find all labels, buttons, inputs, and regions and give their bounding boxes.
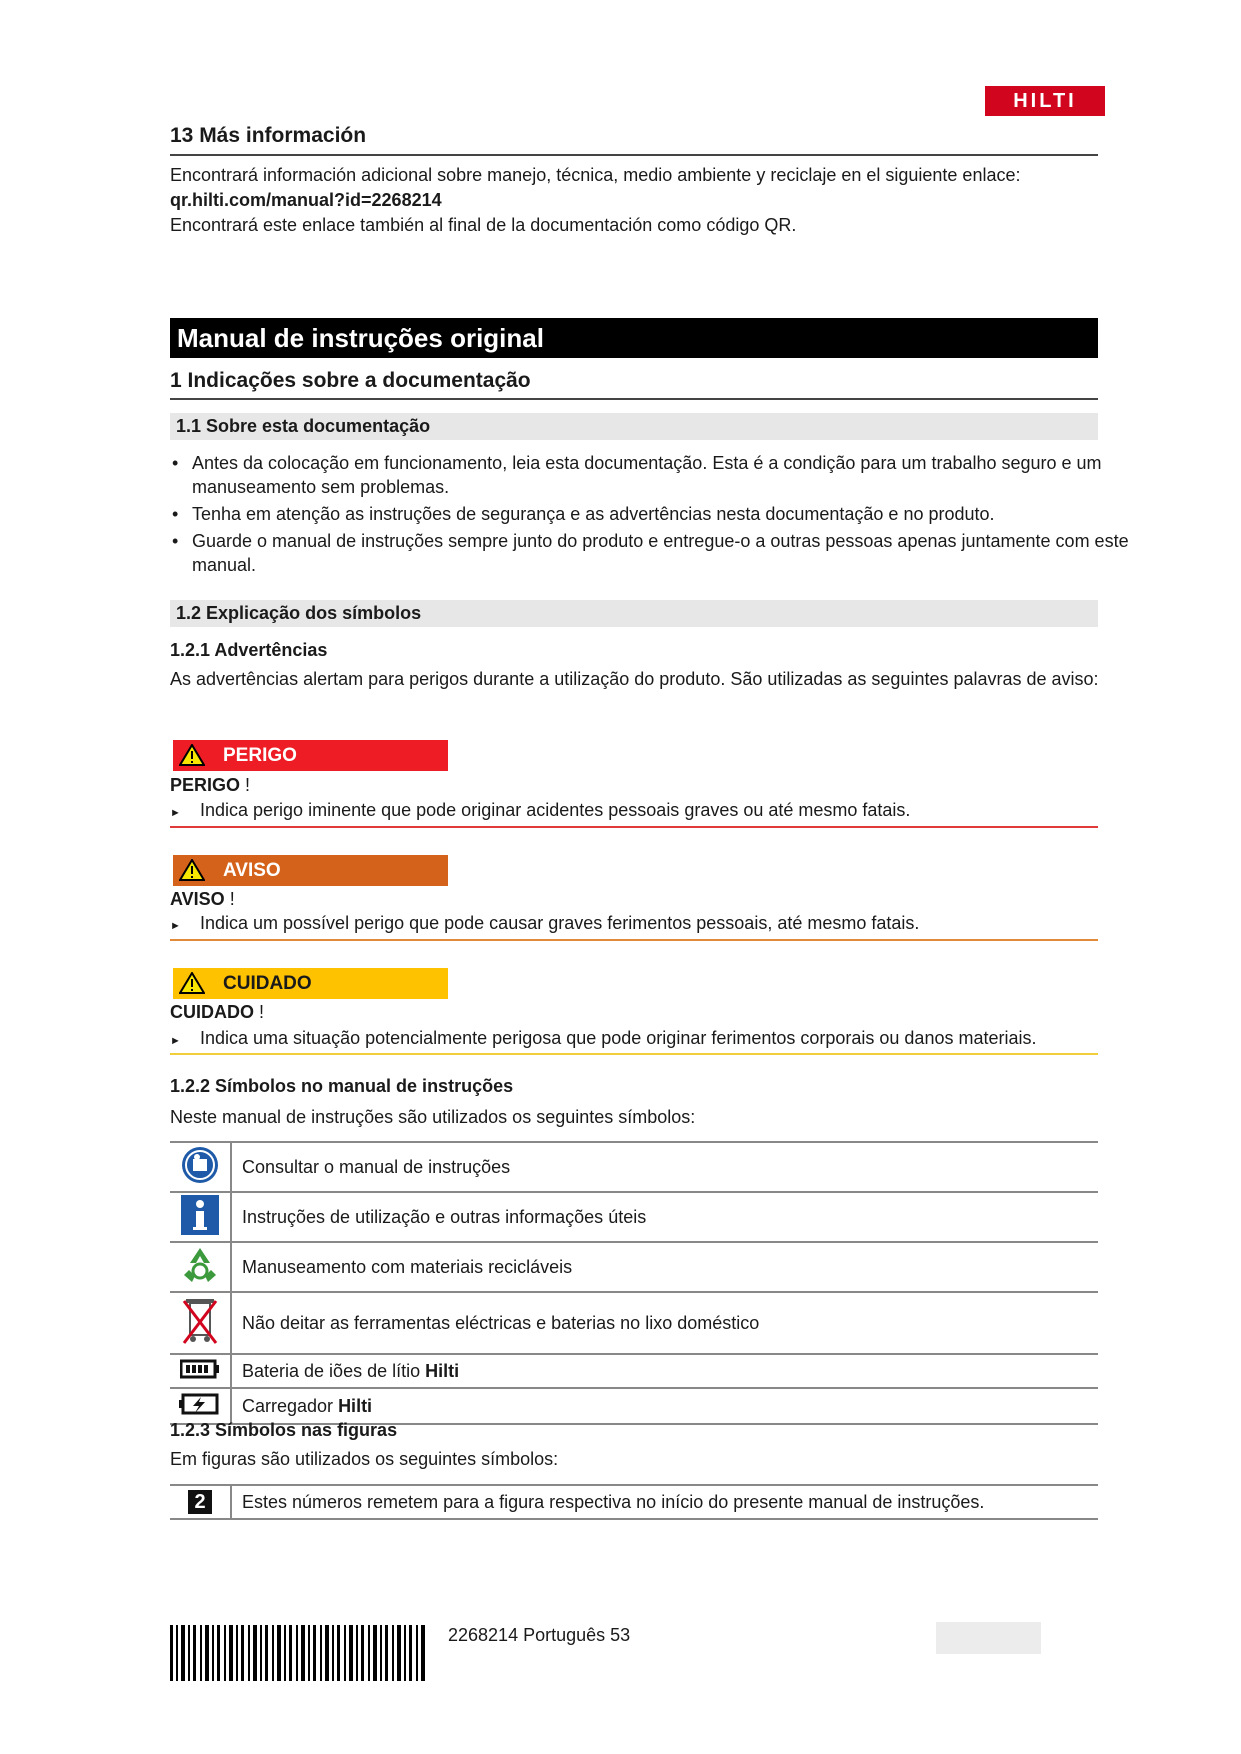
warning-triangle-icon (179, 859, 205, 881)
cuidado-label: CUIDADO (223, 973, 312, 994)
table-row (170, 1242, 1098, 1292)
barcode (170, 1625, 425, 1681)
symbols-intro: Neste manual de instruções são utilizados os seguintes símbolos: (170, 1107, 696, 1127)
perigo-title: PERIGO ! (170, 775, 251, 795)
footer-gray-box (936, 1622, 1041, 1654)
doc-bullet-list (170, 451, 1145, 580)
cuidado-label-box (173, 968, 448, 999)
divider (170, 398, 1098, 400)
figure-symbols-table (170, 1484, 1098, 1520)
aviso-line (170, 939, 1098, 941)
cuidado-text: ► Indica uma situação potencialmente perigosa que pode originar ferimentos corporais ou danos materiais. (170, 1028, 1037, 1048)
symbol-desc: Carregador Hilti (231, 1388, 1098, 1424)
section-1-1-heading: 1.1 Sobre esta documentação (170, 413, 1098, 440)
warnings-intro: As advertências alertam para perigos durante a utilização do produto. São utilizadas as seguintes palavras de aviso: (170, 669, 1099, 689)
number-2-icon: 2 (170, 1485, 231, 1519)
aviso-label: AVISO (223, 860, 281, 881)
recycle-icon (170, 1242, 231, 1292)
table-row (170, 1388, 1098, 1424)
list-item: • Guarde o manual de instruções sempre junto do produto e entregue-o a outras pessoas apenas juntamente com este manual. (170, 529, 1145, 577)
arrow-icon: ► (170, 1035, 181, 1047)
aviso-title: AVISO ! (170, 889, 235, 909)
list-item: • Antes da colocação em funcionamento, leia esta documentação. Esta é a condição para um trabalho seguro e um manuseamento sem problemas. (170, 451, 1145, 499)
qr-note: Encontrará este enlace también al final de la documentación como código QR. (170, 215, 797, 235)
symbols-table (170, 1141, 1098, 1425)
warning-triangle-icon (179, 972, 205, 994)
table-row (170, 1354, 1098, 1388)
figures-intro: Em figuras são utilizados os seguintes símbolos: (170, 1449, 559, 1469)
perigo-label-box (173, 740, 448, 771)
more-info-text: Encontrará información adicional sobre manejo, técnica, medio ambiente y reciclaje en el siguiente enlace: (170, 165, 1021, 185)
section-1-2-heading: 1.2 Explicação dos símbolos (170, 600, 1098, 627)
warning-triangle-icon (179, 744, 205, 766)
section-13-heading: 13 Más información (170, 124, 367, 147)
symbol-desc: Manuseamento com materiais recicláveis (231, 1242, 1098, 1292)
hilti-logo (985, 86, 1105, 116)
symbol-desc: Instruções de utilização e outras informações úteis (231, 1192, 1098, 1242)
cuidado-line (170, 1053, 1098, 1055)
info-icon (170, 1192, 231, 1242)
cuidado-title: CUIDADO ! (170, 1002, 265, 1022)
aviso-label-box (173, 855, 448, 886)
section-1-heading: 1 Indicações sobre a documentação (170, 369, 531, 392)
perigo-line (170, 826, 1098, 828)
manual-title: Manual de instruções original (170, 318, 1098, 358)
charger-icon (170, 1388, 231, 1424)
table-row (170, 1292, 1098, 1354)
symbol-desc: Estes números remetem para a figura respectiva no início do presente manual de instruções. (231, 1485, 1098, 1519)
page-footer: 2268214 Português 53 (448, 1625, 631, 1645)
table-row (170, 1192, 1098, 1242)
no-trash-icon (170, 1292, 231, 1354)
symbol-desc: Consultar o manual de instruções (231, 1142, 1098, 1192)
manual-link[interactable]: qr.hilti.com/manual?id=2268214 (170, 190, 442, 210)
table-row (170, 1485, 1098, 1519)
arrow-icon: ► (170, 920, 181, 932)
perigo-text: ► Indica perigo iminente que pode originar acidentes pessoais graves ou até mesmo fatais. (170, 800, 911, 820)
battery-icon (170, 1354, 231, 1388)
list-item: • Tenha em atenção as instruções de segurança e as advertências nesta documentação e no produto. (170, 502, 1145, 526)
arrow-icon: ► (170, 807, 181, 819)
logo-text: HILTI (1013, 89, 1077, 112)
section-1-2-1-heading: 1.2.1 Advertências (170, 640, 328, 660)
section-1-2-3-heading: 1.2.3 Símbolos nas figuras (170, 1420, 398, 1440)
manual-icon (170, 1142, 231, 1192)
symbol-desc: Não deitar as ferramentas eléctricas e baterias no lixo doméstico (231, 1292, 1098, 1354)
table-row (170, 1142, 1098, 1192)
perigo-label: PERIGO (223, 745, 297, 766)
symbol-desc: Bateria de iões de lítio Hilti (231, 1354, 1098, 1388)
aviso-text: ► Indica um possível perigo que pode causar graves ferimentos pessoais, até mesmo fatais. (170, 913, 920, 933)
section-1-2-2-heading: 1.2.2 Símbolos no manual de instruções (170, 1076, 514, 1096)
divider (170, 154, 1098, 156)
